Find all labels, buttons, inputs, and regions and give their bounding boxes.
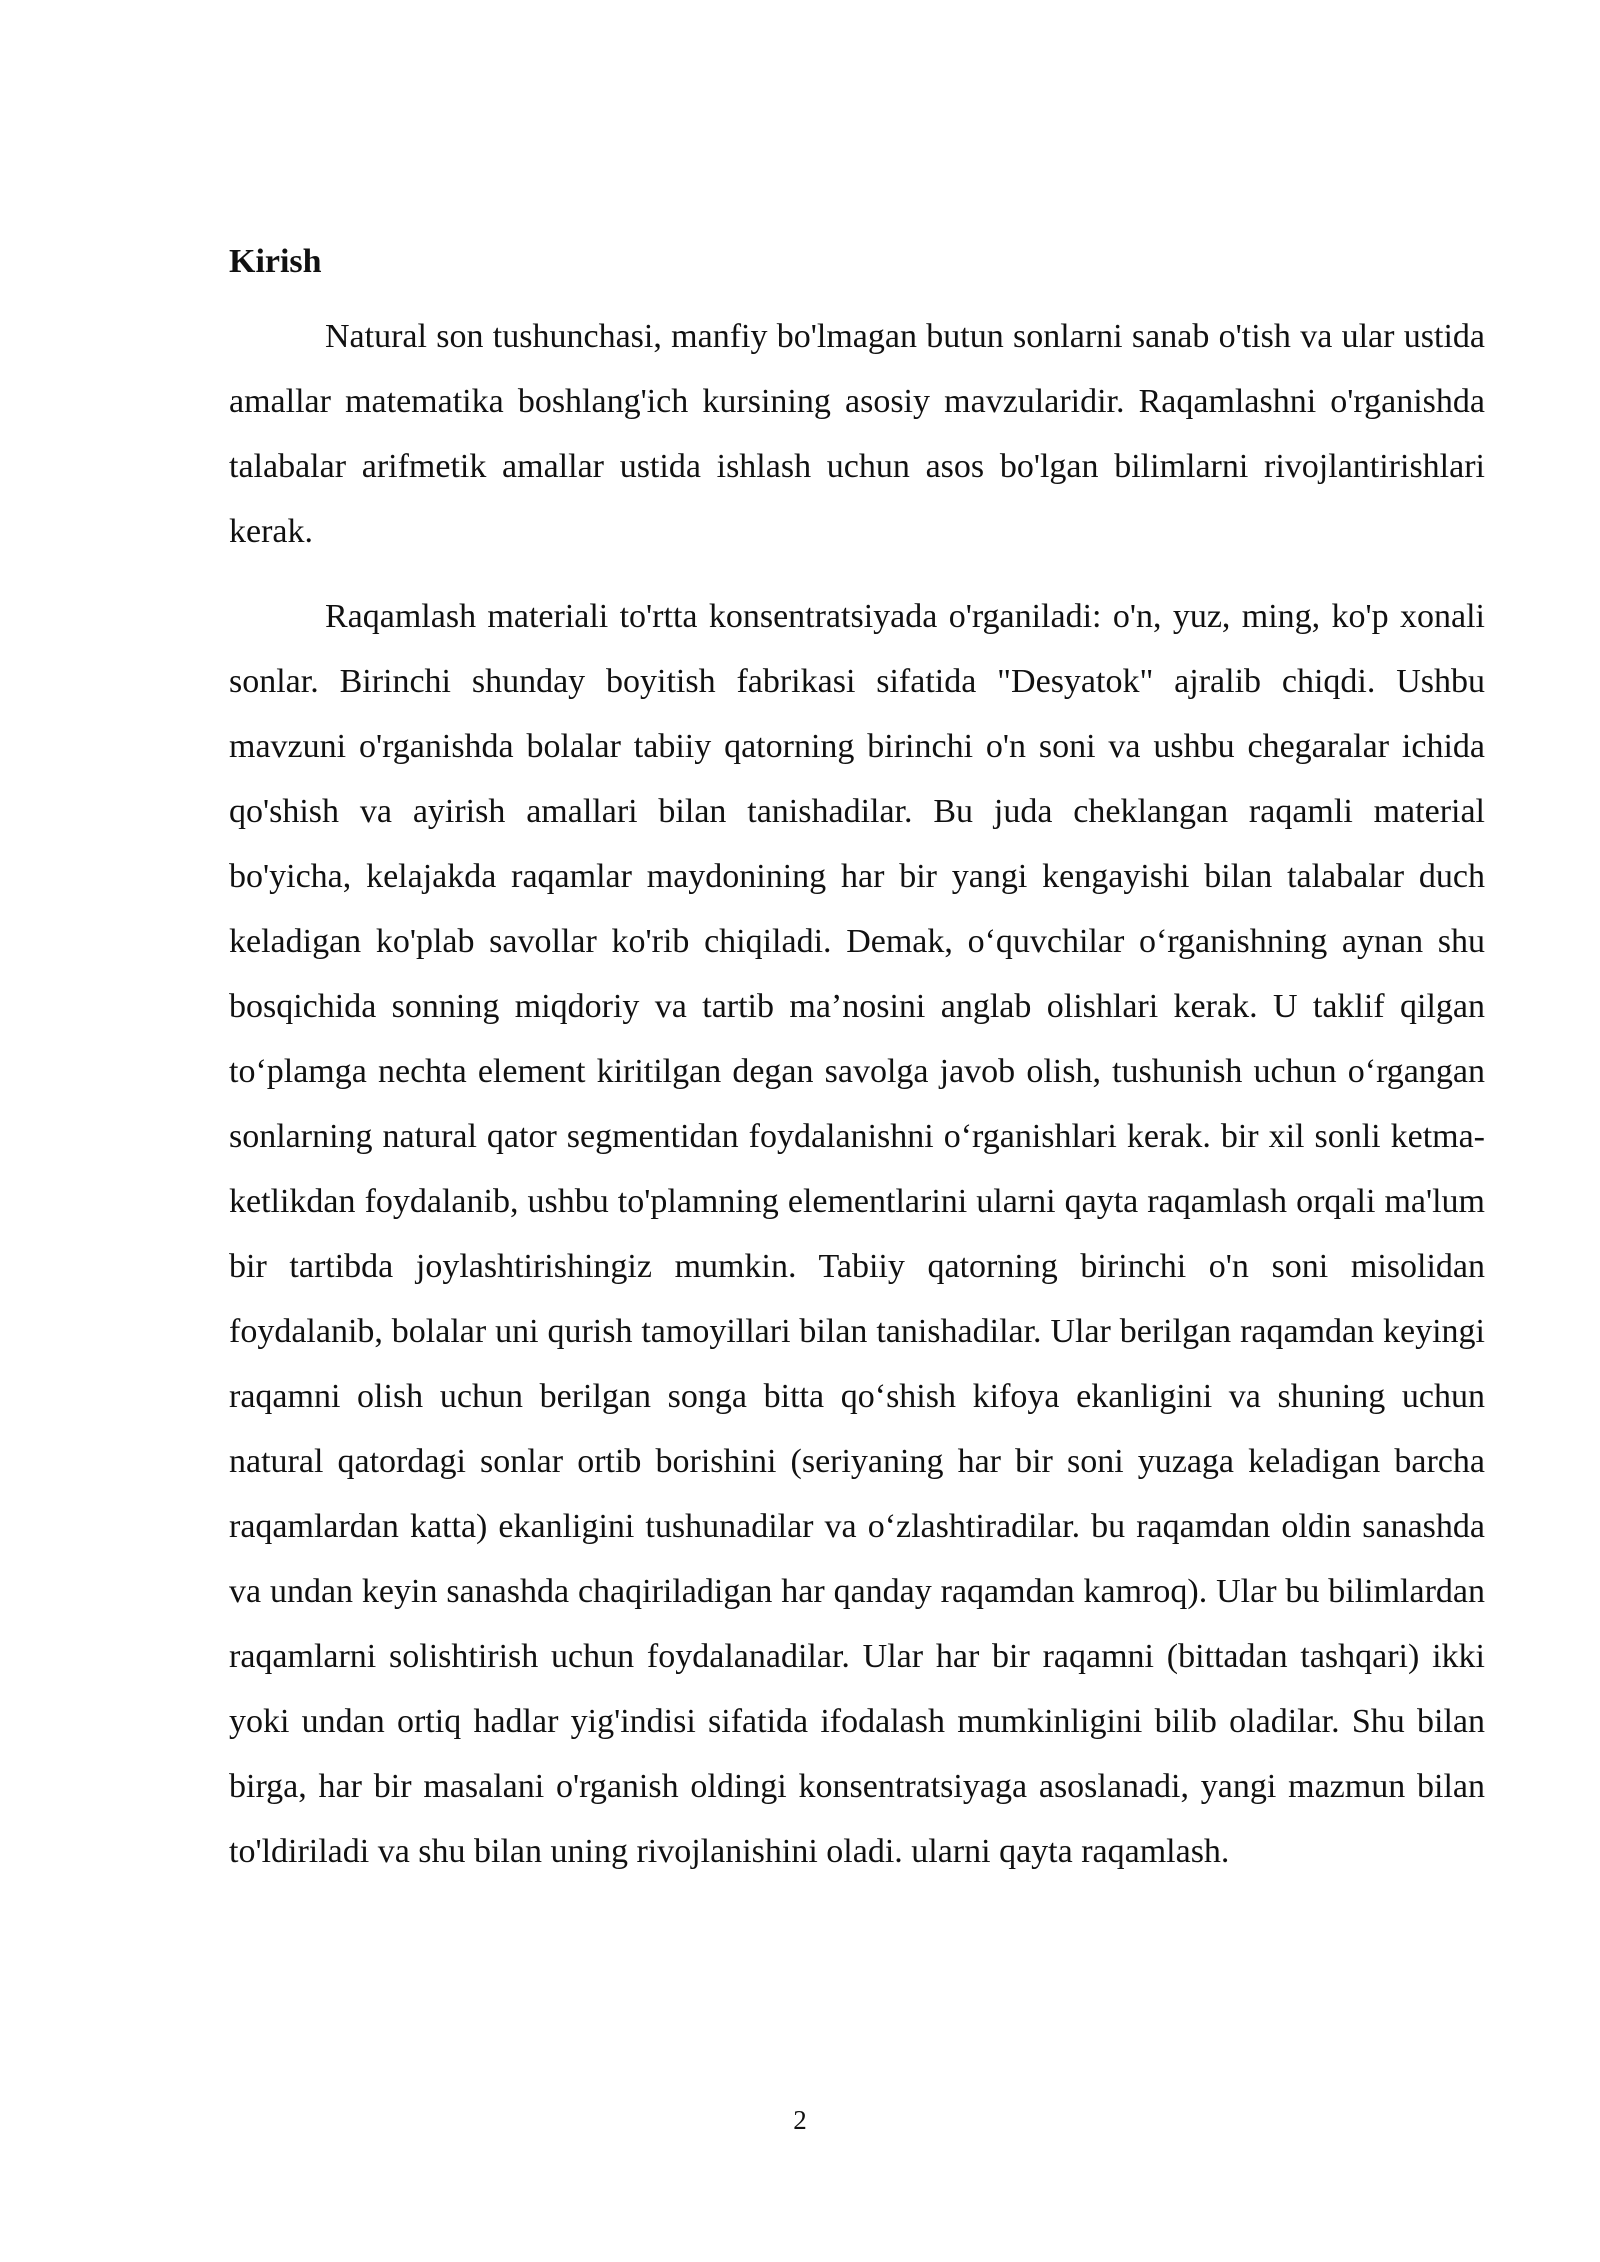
page-content xyxy=(229,232,1485,1904)
paragraph-intro: Natural son tushunchasi, manfiy bo'lmagan butun sonlarni sanab o'tish va ular ustida amallar matematika boshlang'ich kursining asosiy mavzularidir. Raqamlashni o'rganishda talabalar arifmetik amallar ustida ishlash uchun asos bo'lgan bilimlarni rivojlantirishlari kerak. xyxy=(229,318,1485,550)
section-heading: Kirish xyxy=(229,243,322,280)
page-number: 2 xyxy=(793,2105,807,2135)
paragraph-numeration: Raqamlash materiali to'rtta konsentratsiyada o'rganiladi: o'n, yuz, ming, ko'p xonali sonlar. Birinchi shunday boyitish fabrikasi sifatida "Desyatok" ajralib chiqdi. Ushbu mavzuni o'rganishda bolalar tabiiy qatorning birinchi o'n soni va ushbu chegaralar ichida qo'shish va ayirish amallari bilan tanishadilar. Bu juda cheklangan raqamli material bo'yicha, kelajakda raqamlar maydonining har bir yangi kengayishi bilan talabalar duch keladigan ko'plab savollar ko'rib chiqiladi. Demak, o‘quvchilar o‘rganishning aynan shu bosqichida sonning miqdoriy va tartib ma’nosini anglab olishlari kerak. U taklif qilgan to‘plamga nechta element kiritilgan degan savolga javob olish, tushunish uchun o‘rgangan sonlarning natural qator segmentidan foydalanishni o‘rganishlari kerak. bir xil sonli ketma-ketlikdan foydalanib, ushbu to'plamning elementlarini ularni qayta raqamlash orqali ma'lum bir tartibda joylashtirishingiz mumkin. Tabiiy qatorning birinchi o'n soni misolidan foydalanib, bolalar uni qurish tamoyillari bilan tanishadilar. Ular berilgan raqamdan keyingi raqamni olish uchun berilgan songa bitta qo‘shish kifoya ekanligini va shuning uchun natural qatordagi sonlar ortib borishini (seriyaning har bir soni yuzaga keladigan barcha raqamlardan katta) ekanligini tushunadilar va o‘zlashtiradilar. bu raqamdan oldin sanashda va undan keyin sanashda chaqiriladigan har qanday raqamdan kamroq). Ular bu bilimlardan raqamlarni solishtirish uchun foydalanadilar. Ular har bir raqamni (bittadan tashqari) ikki yoki undan ortiq hadlar yig'indisi sifatida ifodalash mumkinligini bilib oladilar. Shu bilan birga, har bir masalani o'rganish oldingi konsentratsiyaga asoslanadi, yangi mazmun bilan to'ldiriladi va shu bilan uning rivojlanishini oladi. ularni qayta raqamlash. xyxy=(229,598,1485,1870)
